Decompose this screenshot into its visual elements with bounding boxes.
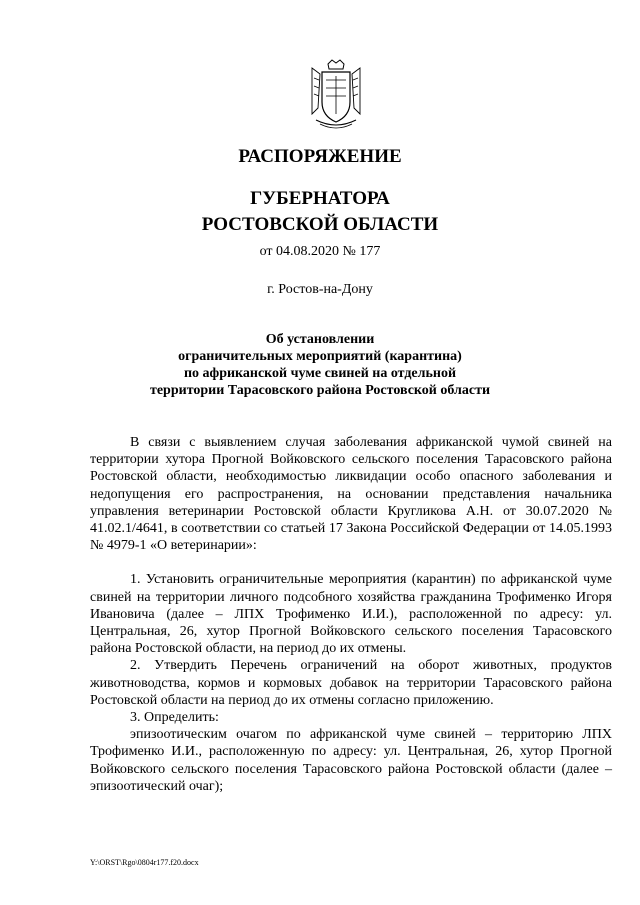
- issuer-title: [0, 186, 640, 238]
- item-3-text-paragraph: эпизоотическим очагом по африканской чуме свиней – территорию ЛПХ Трофименко И.И., расположенную по адресу: ул. Центральная, 26, хутор Прогной Войковского сельского поселения Тарасовского района Ростовской области (далее – эпизоотический очаг);: [90, 727, 612, 794]
- preamble-paragraph: В связи с выявлением случая заболевания африканской чумой свиней на территории хутора Прогной Войковского сельского поселения Тарасовского района Ростовской области, необходимостью ликвидации особо опасного заболевания и недопущения его распространения, на основании представления начальника управления ветеринарии Ростовской области Кругликова А.Н. от 30.07.2020 № 41.02.1/4641, в соответствии со статьей 17 Закона Российской Федерации от 14.05.1993 № 4979-1 «О ветеринарии»:: [90, 435, 612, 554]
- document-body: [90, 434, 612, 795]
- issuer-line-2: РОСТОВСКОЙ ОБЛАСТИ: [201, 214, 439, 235]
- issuer-line-1: ГУБЕРНАТОРА: [250, 188, 390, 209]
- item-2-paragraph: 2. Утвердить Перечень ограничений на оборот животных, продуктов животноводства, кормов и кормовых добавок на территории Тарасовского района Ростовской области на период до их отмены согласно приложению.: [90, 658, 612, 708]
- subject-line-2: ограничительных мероприятий (карантина): [178, 349, 462, 364]
- item-3-heading: 3. Определить:: [130, 710, 219, 726]
- subject-line-4: территории Тарасовского района Ростовской области: [149, 383, 491, 398]
- document-subject: [0, 331, 640, 399]
- subject-line-3: по африканской чуме свиней на отдельной: [183, 366, 457, 381]
- file-path-footer: Y:\ORST\Rgo\0804r177.f20.docx: [90, 858, 199, 867]
- item-1-paragraph: 1. Установить ограничительные мероприятия (карантин) по африканской чуме свиней на территории личного подсобного хозяйства гражданина Трофименко Игоря Ивановича (далее – ЛПХ Трофименко И.И.), расположенной по адресу: ул. Центральная, 26, хутор Прогной Войковского сельского поселения Тарасовского района Ростовской области, на период до их отмены.: [90, 572, 612, 657]
- document-city: г. Ростов-на-Дону: [267, 282, 373, 297]
- rostov-coat-of-arms-icon: [308, 58, 364, 132]
- document-date-number: от 04.08.2020 № 177: [259, 244, 381, 259]
- subject-line-1: Об установлении: [265, 332, 375, 347]
- document-type-title: РАСПОРЯЖЕНИЕ: [238, 146, 402, 167]
